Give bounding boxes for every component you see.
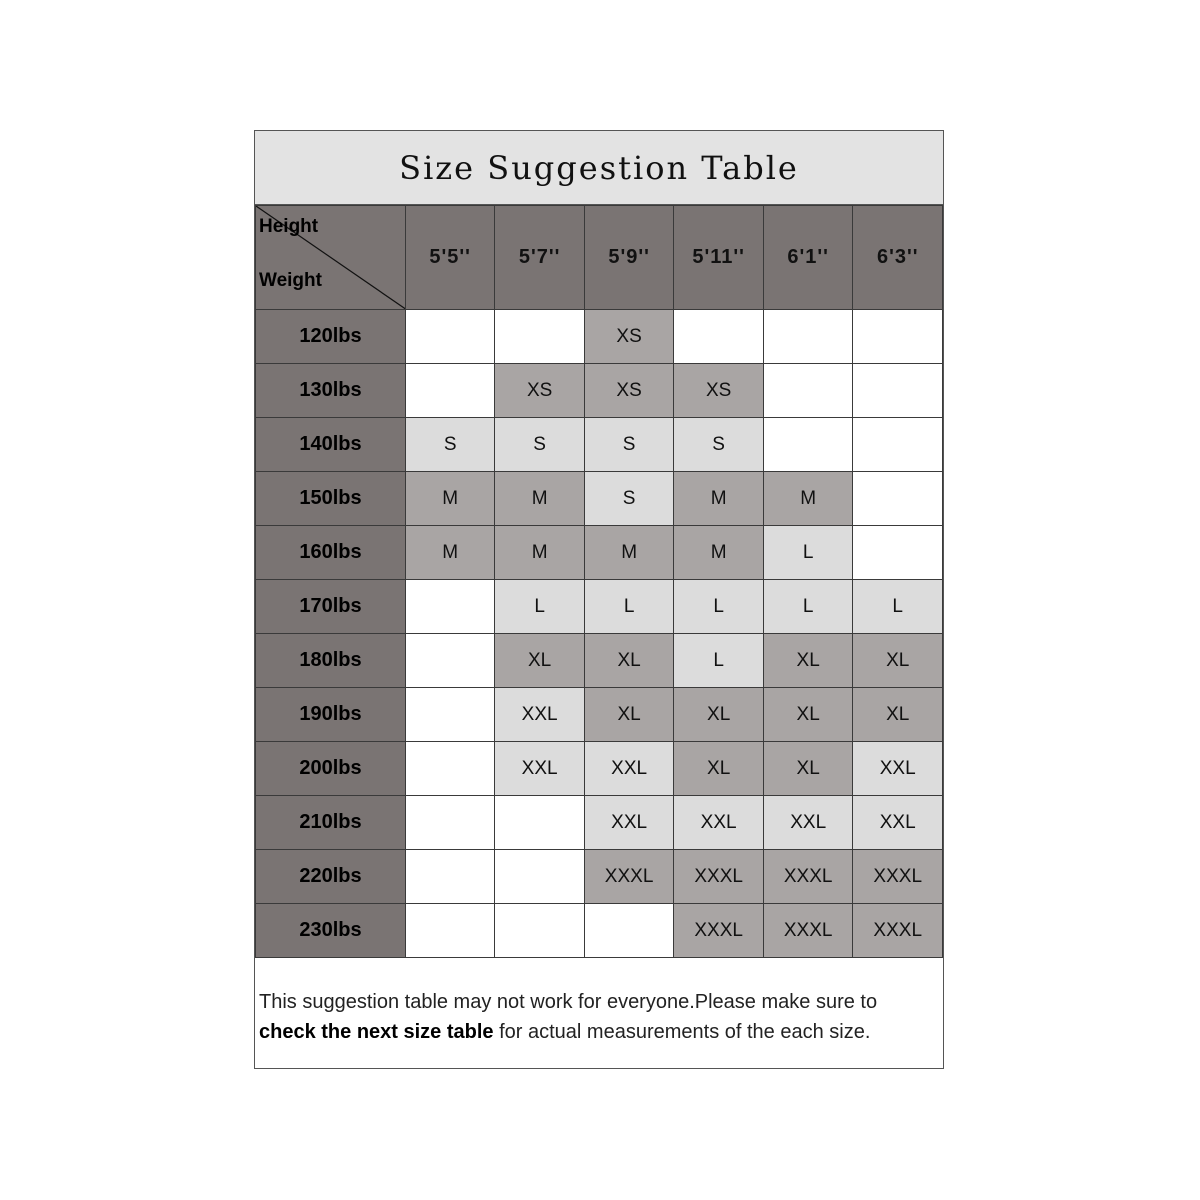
size-cell: XXL — [853, 796, 943, 850]
height-axis-label: Height — [259, 216, 319, 237]
size-cell — [853, 526, 943, 580]
weight-axis-label: Weight — [259, 270, 322, 291]
weight-header: 160lbs — [256, 526, 406, 580]
size-cell: XXL — [584, 796, 674, 850]
size-cell — [405, 364, 494, 418]
size-cell: XS — [674, 364, 764, 418]
weight-header: 140lbs — [256, 418, 406, 472]
size-cell — [405, 634, 494, 688]
table-row — [256, 634, 943, 688]
size-cell — [853, 472, 943, 526]
table-row — [256, 472, 943, 526]
weight-header: 150lbs — [256, 472, 406, 526]
height-header: 5'9'' — [584, 206, 674, 310]
note-text: This suggestion table may not work for everyone.Please make sure to — [259, 991, 878, 1013]
size-cell: XXL — [584, 742, 674, 796]
size-cell: XXL — [495, 742, 584, 796]
size-cell — [853, 418, 943, 472]
size-cell — [763, 364, 853, 418]
size-cell: XXL — [763, 796, 853, 850]
size-cell: S — [674, 418, 764, 472]
size-cell: M — [763, 472, 853, 526]
corner-header-cell — [256, 206, 406, 310]
table-row — [256, 904, 943, 958]
size-cell: M — [584, 526, 674, 580]
size-cell — [405, 742, 494, 796]
table-row — [256, 310, 943, 364]
weight-header: 170lbs — [256, 580, 406, 634]
table-row — [256, 850, 943, 904]
size-chart-frame — [254, 130, 944, 1069]
size-cell: L — [853, 580, 943, 634]
size-cell — [405, 904, 494, 958]
size-cell: L — [763, 580, 853, 634]
size-cell: M — [405, 526, 494, 580]
table-row — [256, 418, 943, 472]
size-cell: M — [495, 526, 584, 580]
size-cell: XXXL — [763, 904, 853, 958]
size-cell: XL — [584, 688, 674, 742]
size-cell: XXXL — [853, 904, 943, 958]
height-header: 5'5'' — [405, 206, 494, 310]
table-row — [256, 526, 943, 580]
size-cell: XXXL — [674, 850, 764, 904]
size-rows — [256, 310, 943, 958]
size-cell — [495, 310, 584, 364]
size-cell: XL — [853, 688, 943, 742]
size-cell: S — [495, 418, 584, 472]
size-cell — [763, 310, 853, 364]
size-cell — [495, 850, 584, 904]
size-cell — [584, 904, 674, 958]
note-emphasis: check the next size table — [259, 1021, 494, 1043]
disclaimer-note — [259, 987, 939, 1047]
size-cell: XL — [674, 688, 764, 742]
weight-header: 180lbs — [256, 634, 406, 688]
size-cell — [405, 580, 494, 634]
height-header: 6'1'' — [763, 206, 853, 310]
table-row — [256, 742, 943, 796]
size-cell: XL — [495, 634, 584, 688]
size-cell: M — [674, 526, 764, 580]
table-title: Size Suggestion Table — [255, 131, 943, 205]
size-cell — [674, 310, 764, 364]
weight-header: 130lbs — [256, 364, 406, 418]
size-cell: XL — [853, 634, 943, 688]
note-text-end: for actual measurements of the each size. — [493, 1021, 871, 1043]
size-cell: XL — [763, 742, 853, 796]
size-cell: XL — [674, 742, 764, 796]
size-cell: S — [584, 418, 674, 472]
size-cell — [405, 850, 494, 904]
table-row — [256, 364, 943, 418]
size-cell: XXXL — [584, 850, 674, 904]
size-cell: L — [674, 580, 764, 634]
size-cell: XS — [584, 310, 674, 364]
size-cell: XXL — [853, 742, 943, 796]
weight-header: 230lbs — [256, 904, 406, 958]
size-cell: M — [405, 472, 494, 526]
height-header: 5'7'' — [495, 206, 584, 310]
size-cell: XXXL — [763, 850, 853, 904]
size-cell: XL — [763, 688, 853, 742]
size-cell — [495, 796, 584, 850]
size-cell: XXXL — [853, 850, 943, 904]
size-cell: L — [763, 526, 853, 580]
height-header-row — [256, 206, 943, 310]
size-cell — [763, 418, 853, 472]
size-cell: M — [495, 472, 584, 526]
size-cell: L — [584, 580, 674, 634]
table-row — [256, 796, 943, 850]
size-cell — [405, 310, 494, 364]
size-cell: S — [584, 472, 674, 526]
size-cell: M — [674, 472, 764, 526]
size-cell — [405, 688, 494, 742]
table-row — [256, 688, 943, 742]
size-cell — [405, 796, 494, 850]
height-header: 5'11'' — [674, 206, 764, 310]
size-cell: XS — [495, 364, 584, 418]
weight-header: 190lbs — [256, 688, 406, 742]
weight-header: 120lbs — [256, 310, 406, 364]
size-cell: XL — [763, 634, 853, 688]
size-cell: XXL — [495, 688, 584, 742]
size-cell — [853, 310, 943, 364]
size-suggestion-table — [255, 205, 943, 958]
size-cell: L — [495, 580, 584, 634]
size-cell — [495, 904, 584, 958]
size-cell — [853, 364, 943, 418]
size-cell: XXXL — [674, 904, 764, 958]
size-cell: XL — [584, 634, 674, 688]
size-cell: XS — [584, 364, 674, 418]
size-cell: S — [405, 418, 494, 472]
weight-header: 220lbs — [256, 850, 406, 904]
weight-header: 200lbs — [256, 742, 406, 796]
height-header: 6'3'' — [853, 206, 943, 310]
size-cell: XXL — [674, 796, 764, 850]
table-row — [256, 580, 943, 634]
weight-header: 210lbs — [256, 796, 406, 850]
size-cell: L — [674, 634, 764, 688]
